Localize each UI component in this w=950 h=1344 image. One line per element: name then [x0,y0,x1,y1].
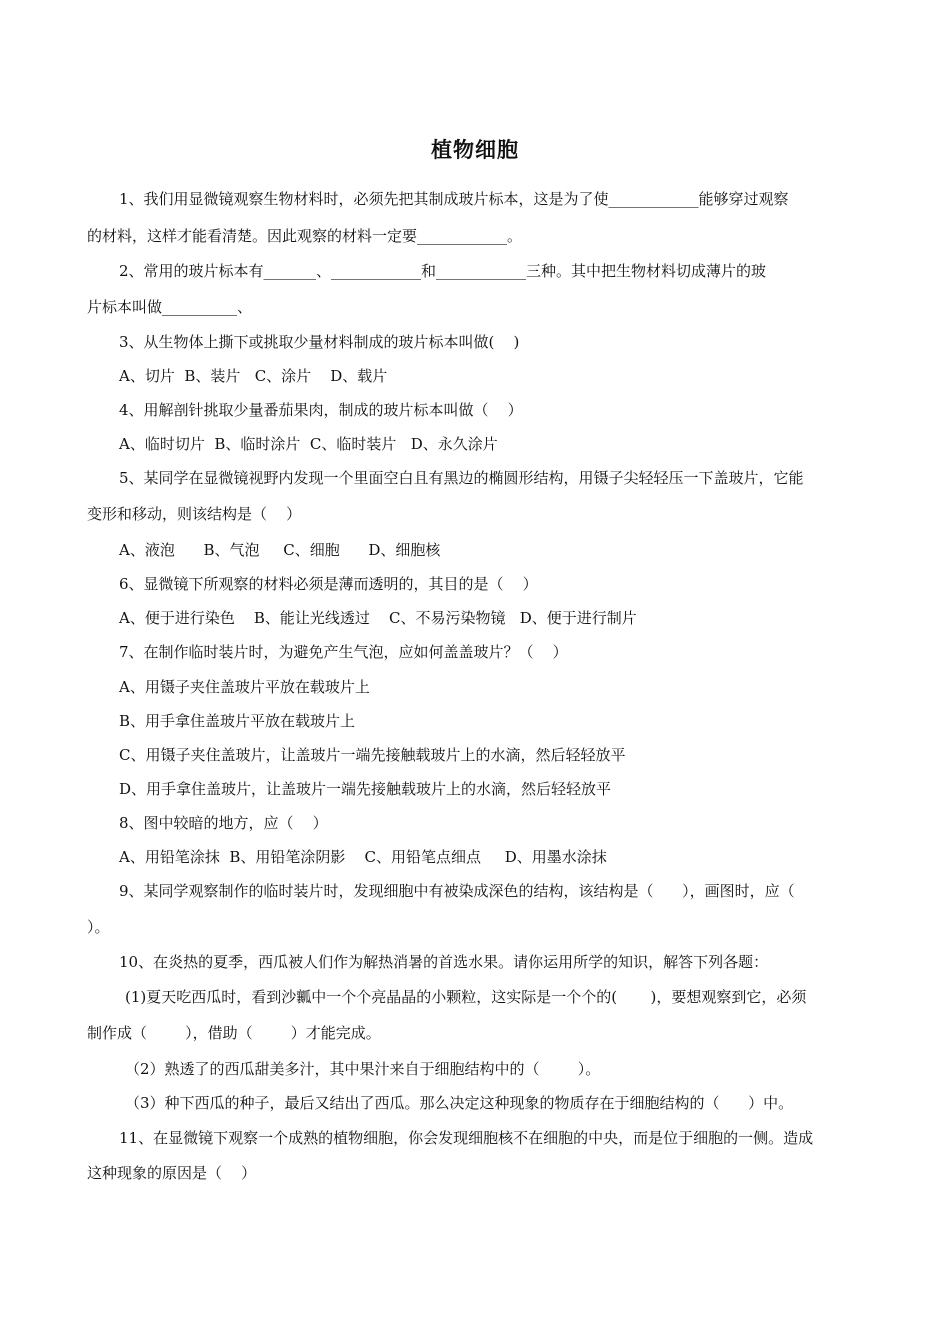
question-7-option-b: B、用手拿住盖玻片平放在载玻片上 [119,712,356,730]
question-2-line-2: 片标本叫做__________、 [87,298,253,316]
question-10: 10、在炎热的夏季，西瓜被人们作为解热消暑的首选水果。请你运用所学的知识，解答下列各题： [119,953,769,971]
question-7-option-c: C、用镊子夹住盖玻片，让盖玻片一端先接触载玻片上的水滴，然后轻轻放平 [119,746,626,764]
question-5-line-2: 变形和移动，则该结构是（ ） [87,505,302,523]
question-8-options: A、用铅笔涂抹 B、用铅笔涂阴影 C、用铅笔点细点 D、用墨水涂抹 [119,848,607,866]
question-10-part-1-line-1: (1)夏天吃西瓜时，看到沙瓤中一个个亮晶晶的小颗粒，这实际是一个个的( )，要想观察到它，必须 [125,988,807,1006]
question-1-line-2: 的材料，这样才能看清楚。因此观察的材料一定要____________。 [87,227,523,245]
question-9-line-2: ）。 [87,918,110,936]
question-10-part-1-line-2: 制作成（ ），借助（ ）才能完成。 [87,1024,381,1042]
question-4-options: A、临时切片 B、临时涂片 C、临时装片 D、永久涂片 [119,435,498,453]
question-8: 8、图中较暗的地方，应（ ） [119,814,328,832]
question-5-options: A、液泡 B、气泡 C、细胞 D、细胞核 [119,541,441,559]
question-3-options: A、切片 B、装片 C、涂片 D、载片 [119,367,388,385]
question-4: 4、用解剖针挑取少量番茄果肉，制成的玻片标本叫做（ ） [119,401,523,419]
question-2-line-1: 2、常用的玻片标本有_______、____________和____________三种。其中把生物材料切成薄片的玻 [119,262,767,280]
question-11-line-1: 11、在显微镜下观察一个成熟的植物细胞，你会发现细胞核不在细胞的中央，而是位于细胞的一侧。造成 [119,1129,814,1147]
question-7-option-a: A、用镊子夹住盖玻片平放在载玻片上 [119,678,370,696]
question-10-part-3: （3）种下西瓜的种子，最后又结出了西瓜。那么决定这种现象的物质存在于细胞结构的（ ）中。 [125,1094,794,1112]
question-6-options: A、便于进行染色 B、能让光线透过 C、不易污染物镜 D、便于进行制片 [119,609,637,627]
question-7-option-d: D、用手拿住盖玻片，让盖玻片一端先接触载玻片上的水滴，然后轻轻放平 [119,780,612,798]
question-6: 6、显微镜下所观察的材料必须是薄而透明的，其目的是（ ） [119,575,538,593]
page-title: 植物细胞 [431,138,519,162]
question-9-line-1: 9、某同学观察制作的临时装片时，发现细胞中有被染成深色的结构，该结构是（ ），画图时，应（ [119,882,795,900]
question-10-part-2: （2）熟透了的西瓜甜美多汁，其中果汁来自于细胞结构中的（ ）。 [125,1060,601,1078]
question-11-line-2: 这种现象的原因是（ ） [87,1164,257,1182]
question-5-line-1: 5、某同学在显微镜视野内发现一个里面空白且有黑边的椭圆形结构，用镊子尖轻轻压一下盖玻片，它能 [119,469,804,487]
question-3: 3、从生物体上撕下或挑取少量材料制成的玻片标本叫做( ) [119,333,520,351]
question-1-line-1: 1、我们用显微镜观察生物材料时，必须先把其制成玻片标本，这是为了使____________能够穿过观察 [119,190,789,208]
question-7: 7、在制作临时装片时，为避免产生气泡，应如何盖盖玻片？（ ） [119,643,568,661]
